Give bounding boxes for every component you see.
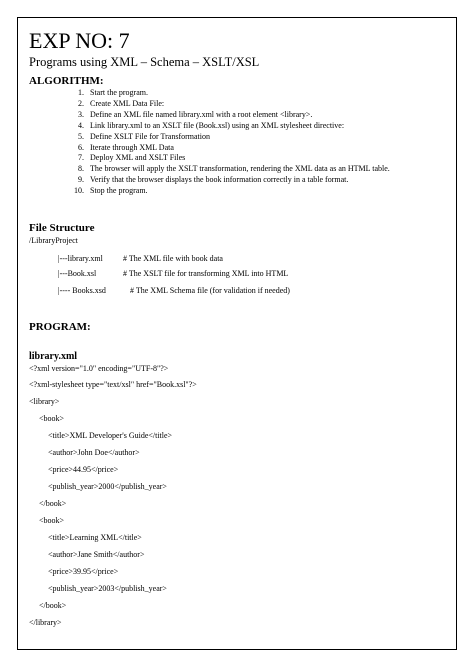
- code-line: <?xml version="1.0" encoding="UTF-8"?>: [29, 364, 169, 373]
- algorithm-step: 9. Verify that the browser displays the book information correctly in a table format.: [78, 175, 349, 185]
- algorithm-step: 1. Start the program.: [78, 88, 148, 97]
- code-line: <?xml-stylesheet type="text/xsl" href="Book.xsl"?>: [29, 380, 197, 389]
- file-structure-root: /LibraryProject: [29, 236, 78, 245]
- page-subtitle: Programs using XML – Schema – XSLT/XSL: [29, 55, 260, 69]
- file-entry-name: |---library.xml: [58, 254, 103, 263]
- file-entry-comment: # The XML file with book data: [123, 254, 223, 263]
- file-entry-comment: # The XSLT file for transforming XML into HTML: [123, 269, 289, 278]
- file-structure-heading: File Structure: [29, 222, 95, 234]
- program-heading: PROGRAM:: [29, 321, 91, 333]
- algorithm-heading: ALGORITHM:: [29, 75, 104, 87]
- code-line: </book>: [39, 499, 67, 508]
- code-line: <author>Jane Smith</author>: [48, 550, 145, 559]
- algorithm-step: 5. Define XSLT File for Transformation: [78, 131, 210, 141]
- algorithm-steps: [68, 88, 390, 197]
- code-line: <publish_year>2000</publish_year>: [48, 482, 167, 491]
- code-line: <library>: [29, 397, 60, 406]
- code-line: </book>: [39, 601, 67, 610]
- algorithm-step: 7. Deploy XML and XSLT Files: [78, 153, 186, 163]
- file-entry-comment: # The XML Schema file (for validation if needed): [130, 286, 290, 295]
- algorithm-step: 8. The browser will apply the XSLT transformation, rendering the XML data as an HTML table.: [78, 164, 390, 174]
- code-line: <price>39.95</price>: [48, 567, 119, 576]
- code-line: <book>: [39, 414, 65, 423]
- code-line: <author>John Doe</author>: [48, 448, 140, 457]
- code-line: <price>44.95</price>: [48, 465, 119, 474]
- algorithm-step: 6. Iterate through XML Data: [78, 142, 174, 152]
- code-line: </library>: [29, 618, 62, 627]
- file-entry-name: |---- Books.xsd: [58, 286, 106, 295]
- code-line: <title>Learning XML</title>: [48, 533, 142, 542]
- page-title: EXP NO: 7: [29, 28, 130, 53]
- algorithm-step: 10. Stop the program.: [74, 186, 148, 196]
- file-entry-name: |---Book.xsl: [58, 269, 97, 278]
- algorithm-step: 3. Define an XML file named library.xml with a root element <library>.: [78, 109, 313, 119]
- code-file-heading: library.xml: [29, 351, 78, 362]
- algorithm-step: 2. Create XML Data File:: [78, 98, 165, 108]
- code-line: <book>: [39, 516, 65, 525]
- algorithm-step: 4. Link library.xml to an XSLT file (Book.xsl) using an XML stylesheet directive:: [78, 120, 345, 130]
- code-line: <publish_year>2003</publish_year>: [48, 584, 167, 593]
- code-line: <title>XML Developer's Guide</title>: [48, 431, 173, 440]
